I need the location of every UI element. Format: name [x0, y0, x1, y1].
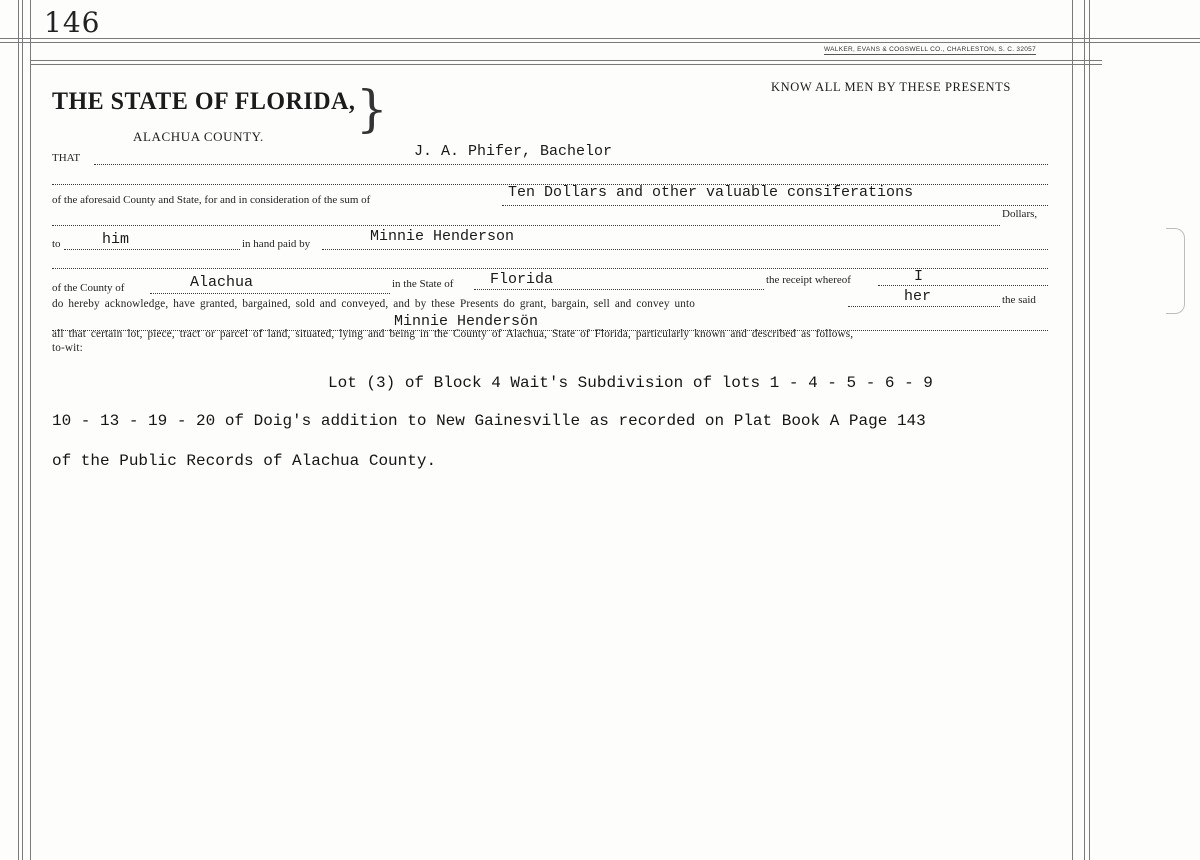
form-top-rule — [30, 60, 1102, 61]
that-label: THAT — [52, 152, 81, 164]
that-dotted-line — [94, 164, 1048, 165]
receipt-dotted-line — [878, 285, 1048, 286]
receipt-label: the receipt whereof — [766, 274, 851, 286]
right-border-line — [1084, 0, 1085, 860]
said-name-entry: Minnie Hendersön — [394, 313, 539, 330]
to-dotted-line — [64, 249, 240, 250]
form-top-rule-double — [30, 64, 1102, 65]
legal-description-line-1: Lot (3) of Block 4 Wait's Subdivision of lots 1 - 4 - 5 - 6 - 9 — [328, 374, 933, 392]
state-entry: Florida — [490, 271, 554, 288]
the-said-label: the said — [1002, 294, 1036, 306]
paid-by-dotted-line — [322, 249, 1048, 250]
convey-unto-dotted-line — [848, 306, 1000, 307]
to-entry: him — [102, 231, 130, 248]
blank-dotted-line-2 — [52, 268, 1048, 269]
paid-by-entry: Minnie Henderson — [370, 228, 515, 245]
dollars-dotted-line — [52, 225, 1000, 226]
legal-description-line-3: of the Public Records of Alachua County. — [52, 452, 437, 470]
land-description-line-1: all that certain lot, piece, tract or parcel of land, situated, lying and being in the County of Alachua, State of Florida, particularly known and described as follows, — [52, 328, 854, 340]
county-entry: Alachua — [190, 274, 254, 291]
legal-description-line-2: 10 - 13 - 19 - 20 of Doig's addition to New Gainesville as recorded on Plat Book A Page 143 — [52, 412, 926, 430]
printer-imprint: WALKER, EVANS & COGSWELL CO., CHARLESTON, S. C. 32057 — [823, 46, 1036, 53]
right-border-line-outer — [1089, 0, 1090, 860]
dollars-label: Dollars, — [1002, 208, 1038, 220]
left-margin-line — [30, 0, 31, 860]
acknowledge-label: do hereby acknowledge, have granted, bargained, sold and conveyed, and by these Presents do grant, bargain, sell and convey unto — [52, 298, 696, 310]
in-state-label: in the State of — [392, 278, 454, 290]
of-county-label: of the County of — [52, 282, 125, 294]
aforesaid-label: of the aforesaid County and State, for and in consideration of the sum of — [52, 194, 371, 206]
receipt-entry: I — [914, 268, 924, 285]
brace-mark: } — [356, 80, 388, 138]
top-rule — [0, 38, 1200, 39]
grantor-entry: J. A. Phifer, Bachelor — [414, 143, 613, 160]
consideration-dotted-line — [502, 205, 1048, 206]
state-heading: THE STATE OF FLORIDA, — [52, 88, 356, 116]
state-dotted-line — [474, 289, 764, 290]
to-label: to — [52, 238, 61, 250]
top-rule-double — [0, 42, 1200, 43]
left-border-line-inner — [22, 0, 23, 860]
consideration-entry: Ten Dollars and other valuable consiferations — [508, 184, 914, 201]
paid-by-label: in hand paid by — [242, 238, 311, 250]
right-margin-line — [1072, 0, 1073, 860]
county-dotted-line — [150, 293, 390, 294]
county-heading: ALACHUA COUNTY. — [133, 129, 264, 144]
convey-unto-entry: her — [904, 288, 932, 305]
binding-mark — [1166, 228, 1185, 314]
left-border-line — [18, 0, 19, 860]
page-number: 146 — [44, 6, 101, 39]
know-all-men-heading: KNOW ALL MEN BY THESE PRESENTS — [771, 80, 1011, 94]
land-description-line-2: to-wit: — [52, 342, 83, 354]
